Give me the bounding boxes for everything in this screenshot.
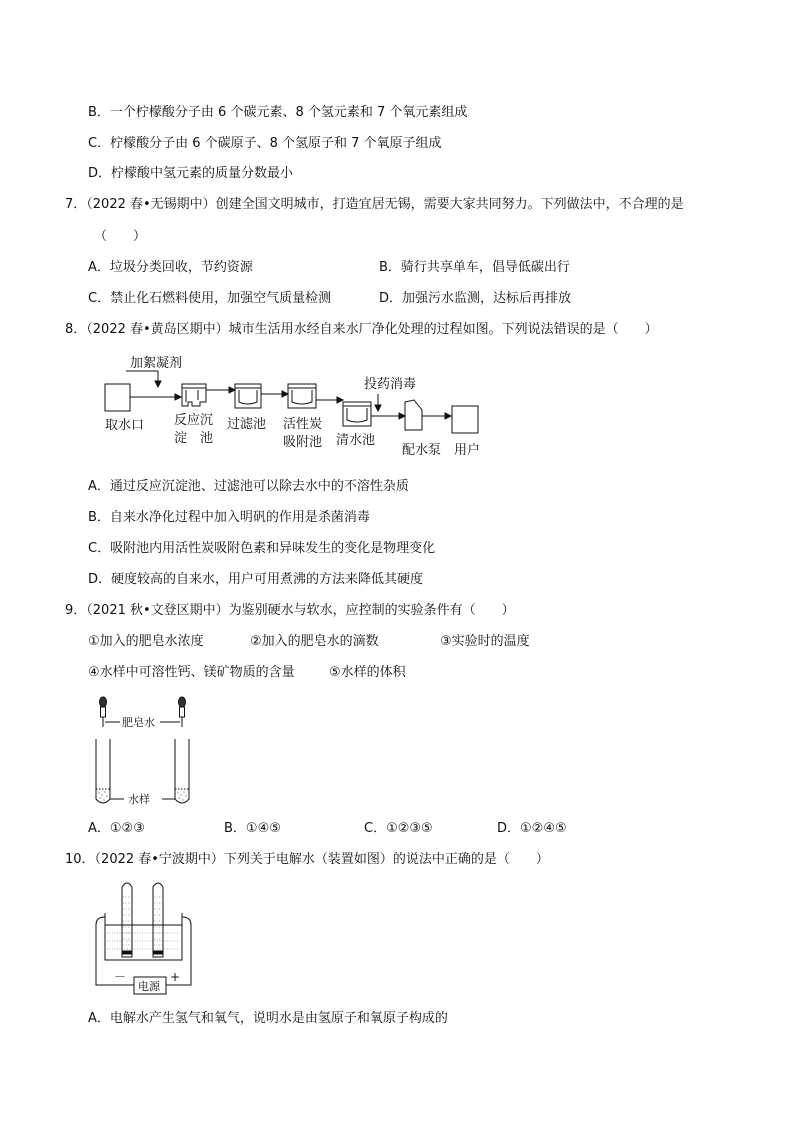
- pump-label: 配水泵: [402, 443, 442, 458]
- coagulant-label: 加絮凝剂: [130, 356, 183, 371]
- q9-condition-2: ②加入的肥皂水的滴数: [250, 634, 379, 649]
- q9-option-a: A．①②③: [88, 821, 145, 836]
- user-label: 用户: [454, 443, 481, 458]
- right-test-tube: [175, 739, 189, 803]
- q9-option-c: C．①②③⑤: [364, 821, 433, 836]
- sedimentation-label-1: 反应沉: [174, 413, 214, 428]
- electrolysis-diagram: [94, 877, 204, 997]
- q6-option-b: B．一个柠檬酸分子由 6 个碳元素、8 个氢元素和 7 个氧元素组成: [88, 105, 468, 120]
- q10-stem: 10．（2022 春•宁波期中）下列关于电解水（装置如图）的说法中正确的是（ ）: [65, 852, 549, 867]
- filter-tank: [235, 384, 261, 408]
- water-trough: [105, 913, 182, 960]
- q9-option-d: D．①②④⑤: [497, 821, 567, 836]
- carbon-tank: [288, 384, 316, 408]
- water-sample-label: 水样: [128, 793, 150, 806]
- disinfect-label: 投药消毒: [364, 377, 417, 392]
- positive-terminal-label: +: [170, 970, 181, 984]
- soap-test-diagram: [88, 693, 208, 811]
- carbon-label-1: 活性炭: [283, 417, 323, 432]
- left-test-tube: [96, 739, 110, 803]
- q8-option-d: D．硬度较高的自来水，用户可用煮沸的方法来降低其硬度: [88, 572, 424, 587]
- q7-option-d: D．加强污水监测，达标后再排放: [379, 291, 572, 306]
- pump-icon: [405, 400, 422, 430]
- q6-option-d: D．柠檬酸中氢元素的质量分数最小: [88, 166, 294, 181]
- q7-option-b: B．骑行共享单车，倡导低碳出行: [379, 260, 570, 275]
- clear-water-label: 清水池: [336, 433, 376, 448]
- q9-condition-3: ③实验时的温度: [440, 634, 530, 649]
- q9-condition-4: ④水样中可溶性钙、镁矿物质的含量: [88, 665, 295, 680]
- clear-water-tank: [343, 402, 371, 426]
- q9-option-b: B．①④⑤: [224, 821, 281, 836]
- q9-condition-5: ⑤水样的体积: [329, 665, 406, 680]
- q8-option-c: C．吸附池内用活性炭吸附色素和异味发生的变化是物理变化: [88, 541, 436, 556]
- q8-option-b: B．自来水净化过程中加入明矾的作用是杀菌消毒: [88, 510, 370, 525]
- q7-stem: 7．（2022 春•无锡期中）创建全国文明城市，打造宜居无锡，需要大家共同努力。下列做法中，不合理的是: [65, 197, 684, 212]
- water-purification-diagram: [96, 350, 496, 462]
- q8-stem: 8．（2022 春•黄岛区期中）城市生活用水经自来水厂净化处理的过程如图。下列说法错误的是（ ）: [65, 322, 658, 337]
- user-box: [452, 406, 478, 433]
- power-source-label: 电源: [138, 980, 160, 993]
- soap-water-label: 肥皂水: [122, 716, 155, 729]
- left-gas-tube: [122, 883, 132, 957]
- q10-option-a: A．电解水产生氢气和氧气，说明水是由氢原子和氧原子构成的: [88, 1011, 448, 1026]
- right-gas-tube: [153, 883, 163, 957]
- q7-option-a: A．垃圾分类回收，节约资源: [88, 260, 253, 275]
- q6-option-c: C．柠檬酸分子由 6 个碳原子、8 个氢原子和 7 个氧原子组成: [88, 136, 442, 151]
- filter-label: 过滤池: [227, 417, 267, 432]
- intake-box: [105, 384, 130, 411]
- sedimentation-tank: [182, 384, 206, 406]
- negative-terminal-label: －: [114, 970, 127, 984]
- sedimentation-label-2: 淀 池: [174, 431, 214, 446]
- carbon-label-2: 吸附池: [283, 435, 323, 450]
- q7-option-c: C．禁止化石燃料使用，加强空气质量检测: [88, 291, 332, 306]
- intake-label: 取水口: [105, 418, 145, 433]
- q8-option-a: A．通过反应沉淀池、过滤池可以除去水中的不溶性杂质: [88, 479, 409, 494]
- q9-stem: 9．（2021 秋•文登区期中）为鉴别硬水与软水，应控制的实验条件有（ ）: [65, 603, 515, 618]
- q9-condition-1: ①加入的肥皂水浓度: [88, 634, 204, 649]
- q7-answer-bracket: （ ）: [94, 229, 147, 244]
